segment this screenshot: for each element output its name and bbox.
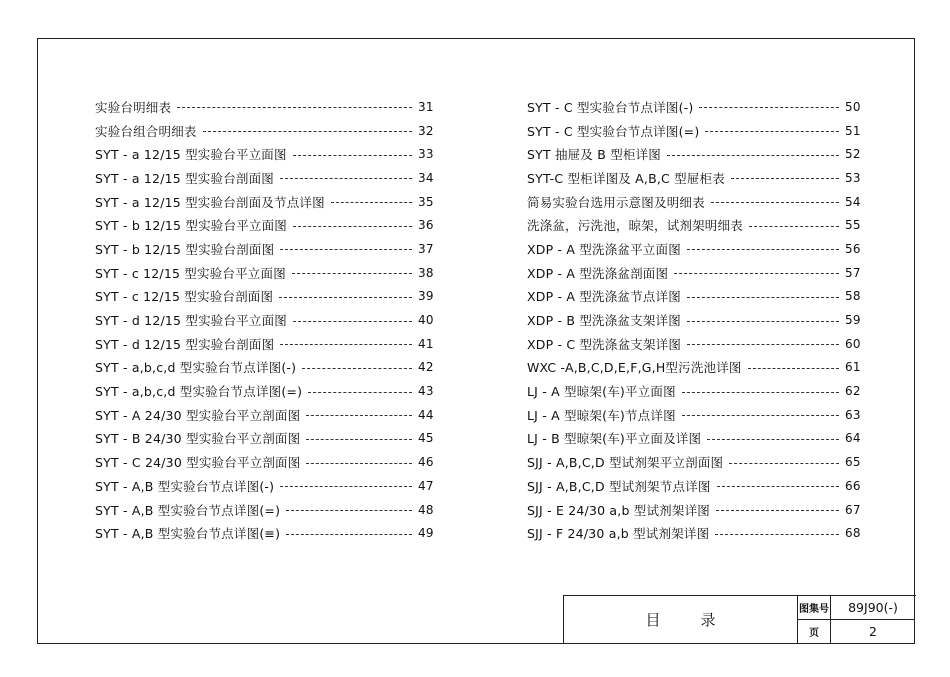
entry-title: SYT - B 24/30 型实验台平立剖面图: [95, 431, 301, 447]
entry-title: SYT - b 12/15 型实验台剖面图: [95, 241, 275, 257]
entry-page: 53: [845, 170, 861, 185]
entry-page: 46: [418, 455, 434, 470]
entry-page: 38: [418, 265, 434, 280]
leader-dashes: [203, 131, 412, 132]
page-number-row: [798, 620, 915, 643]
contents-entry: [95, 95, 440, 119]
entry-title: SYT 抽屉及 B 型柜详图: [527, 147, 662, 163]
atlas-number-label: 图集号: [798, 596, 831, 619]
leader-dashes: [748, 368, 839, 369]
entry-page: 54: [845, 194, 861, 209]
leader-dashes: [306, 463, 412, 464]
entry-title: LJ - B 型晾架(车)平立面及详图: [527, 431, 702, 447]
contents-entry: [95, 142, 440, 166]
contents-entry: [95, 427, 440, 451]
contents-entry: [95, 450, 440, 474]
entry-title: SJJ - A,B,C,D 型试剂架节点详图: [527, 478, 711, 494]
contents-entry: [95, 237, 440, 261]
atlas-number-row: [798, 596, 915, 620]
entry-page: 67: [845, 502, 861, 517]
leader-dashes: [306, 415, 412, 416]
contents-entry: [527, 403, 867, 427]
entry-title: 简易实验台选用示意图及明细表: [527, 194, 705, 210]
leader-dashes: [731, 178, 839, 179]
contents-entry: [527, 498, 867, 522]
leader-dashes: [280, 486, 412, 487]
entry-page: 32: [418, 123, 434, 138]
leader-dashes: [716, 510, 839, 511]
entry-page: 58: [845, 289, 861, 304]
leader-dashes: [306, 439, 412, 440]
entry-page: 59: [845, 313, 861, 328]
leader-dashes: [280, 178, 412, 179]
entry-page: 60: [845, 336, 861, 351]
contents-entry: [95, 308, 440, 332]
entry-title: SJJ - E 24/30 a,b 型试剂架详图: [527, 502, 710, 518]
entry-title: SYT - C 型实验台节点详图(=): [527, 123, 700, 139]
contents-entry: [95, 498, 440, 522]
contents-entry: [95, 213, 440, 237]
entry-title: SYT - a,b,c,d 型实验台节点详图(-): [95, 360, 297, 376]
contents-entry: [527, 261, 867, 285]
entry-page: 33: [418, 147, 434, 162]
leader-dashes: [682, 392, 839, 393]
contents-entry: [527, 166, 867, 190]
entry-title: SYT - C 24/30 型实验台平立剖面图: [95, 455, 301, 471]
entry-page: 31: [418, 99, 434, 114]
entry-title: SYT - C 型实验台节点详图(-): [527, 99, 694, 115]
contents-entry: [527, 379, 867, 403]
entry-title: SJJ - F 24/30 a,b 型试剂架详图: [527, 526, 710, 542]
entry-page: 48: [418, 502, 434, 517]
contents-entry: [95, 166, 440, 190]
contents-entry: [527, 427, 867, 451]
entry-title: SYT - a,b,c,d 型实验台节点详图(=): [95, 384, 303, 400]
entry-title: 洗涤盆，污洗池，晾架，试剂架明细表: [527, 218, 743, 234]
contents-entry: [95, 474, 440, 498]
entry-page: 57: [845, 265, 861, 280]
contents-entry: [527, 95, 867, 119]
entry-page: 52: [845, 147, 861, 162]
leader-dashes: [292, 273, 412, 274]
entry-title: SYT - d 12/15 型实验台剖面图: [95, 336, 275, 352]
atlas-number-value: 89J90(-): [848, 600, 898, 615]
entry-title: SYT - a 12/15 型实验台平立面图: [95, 147, 287, 163]
contents-entry: [95, 379, 440, 403]
contents-entry: [95, 119, 440, 143]
contents-entry: [527, 474, 867, 498]
leader-dashes: [749, 226, 839, 227]
entry-page: 34: [418, 170, 434, 185]
leader-dashes: [667, 155, 839, 156]
leader-dashes: [687, 344, 839, 345]
entry-page: 62: [845, 384, 861, 399]
entry-title: SYT - A 24/30 型实验台平立剖面图: [95, 407, 301, 423]
entry-page: 41: [418, 336, 434, 351]
entry-page: 45: [418, 431, 434, 446]
entry-page: 39: [418, 289, 434, 304]
entry-page: 44: [418, 407, 434, 422]
leader-dashes: [729, 463, 839, 464]
contents-entry: [95, 356, 440, 380]
entry-title: XDP - A 型洗涤盆剖面图: [527, 265, 669, 281]
entry-page: 65: [845, 455, 861, 470]
entry-page: 47: [418, 478, 434, 493]
leader-dashes: [715, 534, 839, 535]
leader-dashes: [331, 202, 412, 203]
entry-title: WXC -A,B,C,D,E,F,G,H型污洗池详图: [527, 360, 742, 376]
leader-dashes: [286, 534, 412, 535]
contents-entry: [527, 119, 867, 143]
leader-dashes: [302, 368, 412, 369]
leader-dashes: [717, 486, 839, 487]
contents-entry: [95, 190, 440, 214]
contents-entry: [527, 190, 867, 214]
leader-dashes: [687, 321, 839, 322]
leader-dashes: [707, 439, 839, 440]
page-number-value: 2: [869, 624, 877, 639]
contents-entry: [527, 237, 867, 261]
leader-dashes: [280, 344, 412, 345]
leader-dashes: [293, 155, 412, 156]
contents-entry: [527, 450, 867, 474]
entry-title: 实验台组合明细表: [95, 123, 197, 139]
entry-title: SYT - A,B 型实验台节点详图(=): [95, 502, 281, 518]
entry-page: 56: [845, 241, 861, 256]
entry-title: SYT-C 型柜详图及 A,B,C 型屉柜表: [527, 170, 725, 186]
entry-title: SYT - A,B 型实验台节点详图(≡): [95, 526, 281, 542]
entry-page: 63: [845, 407, 861, 422]
leader-dashes: [293, 226, 412, 227]
entry-page: 43: [418, 384, 434, 399]
entry-page: 49: [418, 526, 434, 541]
leader-dashes: [699, 107, 839, 108]
contents-entry: [95, 521, 440, 545]
entry-page: 42: [418, 360, 434, 375]
entry-title: SYT - d 12/15 型实验台平立面图: [95, 313, 287, 329]
title-block-title: 目录: [564, 596, 798, 643]
contents-right-column: [527, 95, 867, 545]
leader-dashes: [177, 107, 412, 108]
entry-title: SYT - c 12/15 型实验台平立面图: [95, 265, 286, 281]
entry-title: SYT - A,B 型实验台节点详图(-): [95, 478, 275, 494]
entry-title: SYT - a 12/15 型实验台剖面图: [95, 170, 274, 186]
page-number-label: 页: [798, 620, 831, 643]
entry-title: SYT - c 12/15 型实验台剖面图: [95, 289, 274, 305]
leader-dashes: [705, 131, 839, 132]
entry-title: SYT - a 12/15 型实验台剖面及节点详图: [95, 194, 325, 210]
leader-dashes: [280, 249, 412, 250]
entry-page: 61: [845, 360, 861, 375]
entry-page: 37: [418, 241, 434, 256]
leader-dashes: [687, 249, 839, 250]
leader-dashes: [279, 297, 412, 298]
entry-title: LJ - A 型晾架(车)平立面图: [527, 384, 676, 400]
contents-entry: [527, 332, 867, 356]
entry-page: 51: [845, 123, 861, 138]
leader-dashes: [308, 392, 412, 393]
contents-left-column: [95, 95, 440, 545]
entry-page: 35: [418, 194, 434, 209]
contents-entry: [95, 332, 440, 356]
contents-entry: [527, 308, 867, 332]
entry-title: SYT - b 12/15 型实验台平立面图: [95, 218, 287, 234]
contents-entry: [95, 285, 440, 309]
contents-entry: [95, 403, 440, 427]
contents-entry: [95, 261, 440, 285]
contents-entry: [527, 521, 867, 545]
contents-entry: [527, 285, 867, 309]
entry-title: 实验台明细表: [95, 99, 172, 115]
entry-title: LJ - A 型晾架(车)节点详图: [527, 407, 676, 423]
leader-dashes: [687, 297, 839, 298]
entry-title: XDP - C 型洗涤盆支架详图: [527, 336, 682, 352]
entry-page: 36: [418, 218, 434, 233]
entry-page: 50: [845, 99, 861, 114]
leader-dashes: [682, 415, 839, 416]
entry-page: 68: [845, 526, 861, 541]
title-block: [563, 595, 916, 644]
entry-page: 66: [845, 478, 861, 493]
contents-entry: [527, 142, 867, 166]
leader-dashes: [674, 273, 839, 274]
entry-page: 64: [845, 431, 861, 446]
contents-entry: [527, 356, 867, 380]
leader-dashes: [711, 202, 839, 203]
leader-dashes: [293, 321, 412, 322]
entry-title: XDP - A 型洗涤盆节点详图: [527, 289, 681, 305]
entry-title: SJJ - A,B,C,D 型试剂架平立剖面图: [527, 455, 724, 471]
entry-title: XDP - B 型洗涤盆支架详图: [527, 313, 681, 329]
contents-entry: [527, 213, 867, 237]
entry-title: XDP - A 型洗涤盆平立面图: [527, 241, 681, 257]
leader-dashes: [286, 510, 412, 511]
entry-page: 40: [418, 313, 434, 328]
entry-page: 55: [845, 218, 861, 233]
